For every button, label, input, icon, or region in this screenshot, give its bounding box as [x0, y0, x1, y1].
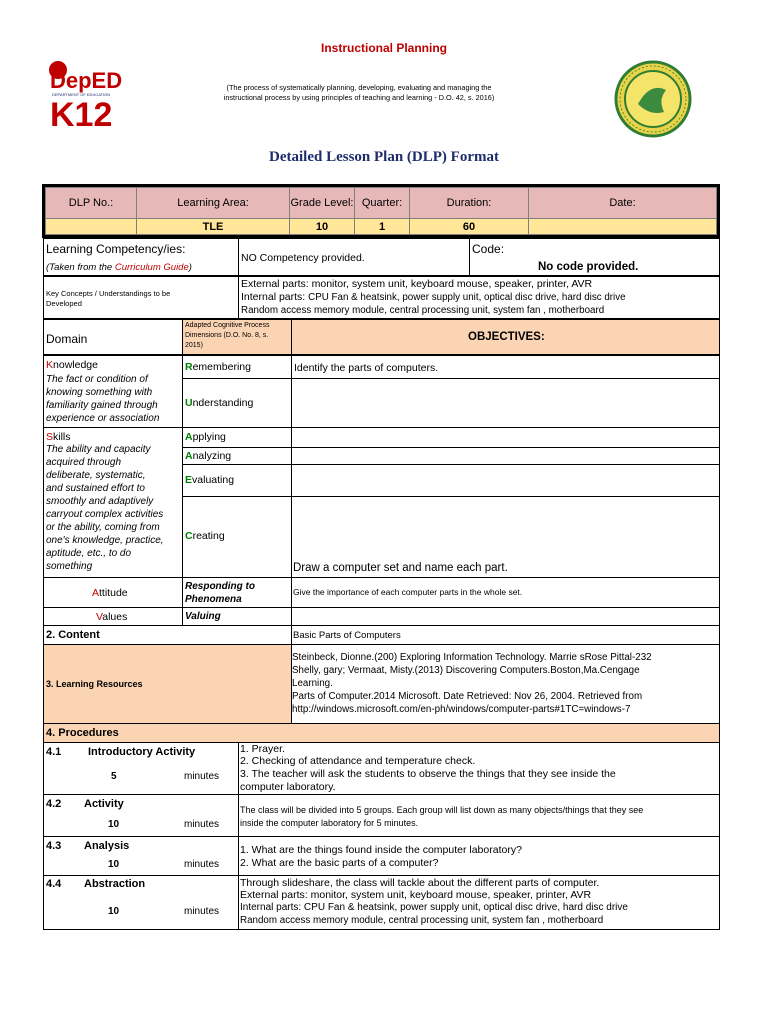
content-value-cell — [291, 625, 720, 645]
process-applying: Applying — [182, 427, 292, 448]
knowledge-desc-line: knowing something with — [46, 387, 153, 398]
top-title: Instructional Planning — [320, 41, 447, 55]
deped-seal-icon — [614, 60, 692, 138]
process-note-line2: instructional process by using principles of teaching and learning - D.O. 42, s. 2016) — [223, 93, 495, 102]
knowledge-label: Knowledge — [46, 359, 98, 371]
adapted-process-header-cell — [182, 319, 292, 355]
content-value: Basic Parts of Computers — [293, 630, 401, 641]
resource-line: http://windows.microsoft.com/en-ph/windows/computer-parts#1TC=windows-7 — [292, 704, 631, 715]
dlp-no-value — [46, 219, 137, 235]
adapted-line1: Adapted Cognitive Process — [185, 322, 270, 329]
key-concepts-line1: External parts: monitor, system unit, keyboard mouse, speaker, printer, AVR — [241, 278, 593, 290]
key-concepts-label-cell — [43, 276, 239, 319]
competency-label-cell — [43, 238, 239, 276]
knowledge-desc-line: experience or association — [46, 413, 160, 424]
skills-desc-line: The ability and capacity — [46, 444, 151, 455]
grade-level-value: 10 — [290, 219, 355, 235]
values-objective-cell — [291, 607, 720, 626]
learning-area-value: TLE — [137, 219, 290, 235]
values-cell: Values — [43, 607, 183, 626]
objectives-header: OBJECTIVES: — [468, 331, 545, 343]
knowledge-desc-line: familiarity gained through — [46, 400, 158, 411]
resource-line: Parts of Computer.2014 Microsoft. Date Retrieved: Nov 26, 2004. Retrieved from — [292, 691, 643, 702]
quarter-value: 1 — [355, 219, 410, 235]
values-process: Valuing — [185, 611, 221, 622]
date-value — [529, 219, 717, 235]
dlp-no-label: DLP No.: — [46, 188, 137, 219]
skills-label: Skills — [46, 431, 71, 443]
resources-label: 3. Learning Resources — [46, 679, 143, 689]
info-table — [42, 184, 720, 238]
attitude-process-cell — [182, 577, 292, 608]
date-label: Date: — [529, 188, 717, 219]
procedure-4-1-content: 1. Prayer. 2. Checking of attendance and temperature check. 3. The teacher will ask the students to observe the things that they see inside the computer laboratory. — [238, 742, 720, 795]
process-note — [200, 83, 518, 103]
resource-line: Steinbeck, Dionne.(200) Exploring Information Technology. Marrie sRose Pittal-232 — [292, 652, 652, 663]
key-concepts-line2: Internal parts: CPU Fan & heatsink, power supply unit, optical disc drive, hard disc drive — [241, 291, 626, 303]
process-evaluating: Evaluating — [182, 464, 292, 497]
resource-line: Shelly, gary; Vermaat, Misty.(2013) Discovering Computers.Boston,Ma.Cengage — [292, 665, 640, 676]
competency-label: Learning Competency/ies: — [46, 242, 186, 256]
procedure-4-4-content: Through slideshare, the class will tackle about the different parts of computer. External parts: monitor, system unit, keyboard mouse, speaker, printer, AVR Internal parts: CPU Fan & heatsink, power supply unit, optical disc drive, hard disc drive Random access memory module, central processing unit, system fan , motherboard — [238, 875, 720, 930]
process-creating: Creating — [182, 496, 292, 578]
logo-text-top: DepED — [50, 68, 123, 93]
objective-creating — [291, 496, 720, 578]
key-concepts-label-line2: Developed — [46, 299, 82, 308]
resource-line: Learning. — [292, 678, 333, 689]
skills-desc-line: carryout complex activities — [46, 509, 164, 520]
domain-header: Domain — [46, 332, 88, 346]
skills-desc-line: something — [46, 561, 93, 572]
learning-area-label: Learning Area: — [137, 188, 290, 219]
skills-desc-line: and sustained effort to — [46, 483, 145, 494]
code-cell — [469, 238, 720, 276]
code-value: No code provided. — [538, 261, 639, 273]
objective-applying — [291, 427, 720, 448]
skills-desc-line: deliberate, systematic, — [46, 470, 146, 481]
objective-understanding — [291, 378, 720, 428]
objective-text: Identify the parts of computers. — [294, 362, 439, 374]
resources-label-cell — [43, 644, 292, 724]
logo-text-bottom: K12 — [50, 96, 113, 130]
process-analyzing: Analyzing — [182, 447, 292, 465]
objective-remembering — [291, 355, 720, 379]
procedure-4-3-label: 4.3 Analysis 10 minutes — [43, 836, 239, 876]
domain-header-cell — [43, 319, 183, 355]
content-label-cell — [43, 625, 292, 645]
knowledge-desc-line: The fact or condition of — [46, 374, 148, 385]
content-label: 2. Content — [46, 629, 100, 641]
process-note-line1: (The process of systematically planning, developing, evaluating and managing the — [226, 83, 492, 92]
resources-value-cell — [291, 644, 720, 724]
key-concepts-value-cell — [238, 276, 720, 319]
key-concepts-label-line1: Key Concepts / Understandings to be — [46, 289, 171, 298]
grade-level-label: Grade Level: — [290, 188, 355, 219]
adapted-line3: 2015) — [185, 342, 203, 349]
competency-value-cell — [238, 238, 470, 276]
key-concepts-line3: Random access memory module, central processing unit, system fan , motherboard — [241, 305, 605, 316]
logo-text-small: DEPARTMENT OF EDUCATION — [52, 92, 111, 97]
process-understanding: Understanding — [182, 378, 292, 428]
values-process-cell — [182, 607, 292, 626]
knowledge-cell — [43, 355, 183, 428]
adapted-line2: Dimensions (D.O. No. 8, s. — [185, 332, 269, 339]
skills-desc-line: or the ability, coming from — [46, 522, 160, 533]
deped-k12-logo — [46, 58, 132, 130]
attitude-process: Responding to Phenomena — [185, 581, 255, 605]
procedure-4-1-label: 4.1 Introductory Activity 5 minutes — [43, 742, 239, 795]
skills-cell — [43, 427, 183, 578]
objective-text: Draw a computer set and name each part. — [293, 562, 508, 574]
duration-label: Duration: — [410, 188, 529, 219]
attitude-objective: Give the importance of each computer parts in the whole set. — [293, 587, 523, 597]
objective-analyzing — [291, 447, 720, 465]
duration-value: 60 — [410, 219, 529, 235]
quarter-label: Quarter: — [355, 188, 410, 219]
objective-evaluating — [291, 464, 720, 497]
procedure-4-2-content: The class will be divided into 5 groups. Each group will list down as many objects/things that they see inside the computer laboratory for 5 minutes. — [238, 794, 720, 837]
code-label: Code: — [472, 242, 505, 256]
attitude-objective-cell — [291, 577, 720, 608]
competency-sublabel: (Taken from the Curriculum Guide) — [46, 262, 192, 273]
procedure-4-4-label: 4.4 Abstraction 10 minutes — [43, 875, 239, 930]
procedures-header-cell — [43, 723, 720, 743]
procedure-4-3-content: 1. What are the things found inside the computer laboratory? 2. What are the basic parts of a computer? — [238, 836, 720, 876]
procedures-label: 4. Procedures — [46, 727, 119, 739]
attitude-cell: Attitude — [43, 577, 183, 608]
skills-desc-line: one's knowledge, practice, — [46, 535, 164, 546]
competency-value: NO Competency provided. — [241, 252, 365, 264]
process-remembering: Remembering — [182, 355, 292, 379]
skills-desc-line: smoothly and adaptively — [46, 496, 154, 507]
objectives-header-cell — [291, 319, 720, 355]
dlp-title: Detailed Lesson Plan (DLP) Format — [269, 149, 499, 165]
skills-desc-line: acquired through — [46, 457, 122, 468]
skills-desc-line: aptitude, etc., to do — [46, 548, 132, 559]
procedure-4-2-label: 4.2 Activity 10 minutes — [43, 794, 239, 837]
